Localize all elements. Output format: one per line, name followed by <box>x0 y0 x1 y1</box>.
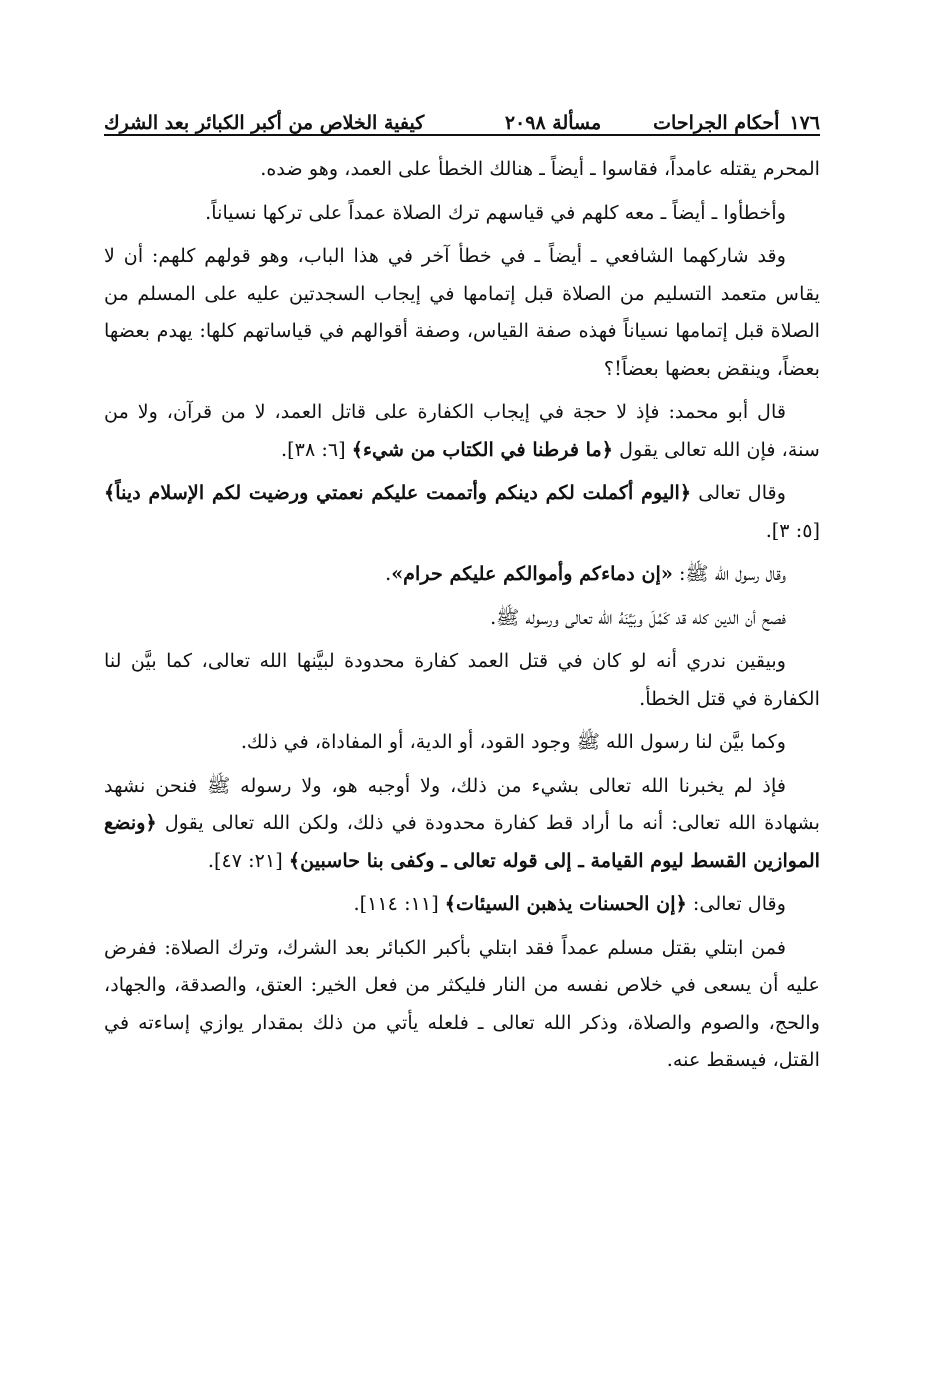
page-number: ١٧٦ <box>789 112 820 134</box>
chapter-title: كيفية الخلاص من أكبر الكبائر بعد الشرك <box>104 112 425 134</box>
paragraph <box>104 194 820 232</box>
paragraph <box>104 474 820 549</box>
text-run: وقال تعالى: <box>686 892 786 915</box>
text-run: [٢١: ٤٧]. <box>207 848 289 872</box>
text-run: . <box>385 562 392 585</box>
text-run: وأخطأوا ـ أيضاً ـ معه كلهم في قياسهم ترك الصلاة عمداً على تركها نسياناً. <box>205 200 786 224</box>
text-run: وقال رسول الله ﷺ: <box>672 562 786 585</box>
paragraph <box>104 555 820 593</box>
quotation: ﴿ما فرطنا في الكتاب من شيء﴾ <box>351 437 614 461</box>
body-text <box>104 150 820 1079</box>
text-run: [٦: ٣٨]. <box>281 437 352 461</box>
text-run: المحرم يقتله عامداً، فقاسوا ـ أيضاً ـ هنالك الخطأ على العمد، وهو ضده. <box>260 157 820 180</box>
paragraph <box>104 885 820 923</box>
paragraph <box>104 393 820 468</box>
paragraph <box>104 929 820 1079</box>
paragraph <box>104 237 820 387</box>
text-run: وبيقين ندري أنه لو كان في قتل العمد كفارة محدودة لبيَّنها الله تعالى، كما بيَّن لنا الكفارة في قتل الخطأ. <box>104 649 820 710</box>
issue-number: مسألة ٢٠٩٨ <box>504 112 602 134</box>
paragraph <box>104 599 820 637</box>
paragraph <box>104 723 820 761</box>
text-run: فمن ابتلي بقتل مسلم عمداً فقد ابتلي بأكبر الكبائر بعد الشرك، وترك الصلاة: ففرض عليه أن يسعى في خلاص نفسه من النار فليكثر من فعل الخير: العتق، والصدقة، والجهاد، والحج، والصوم والصلاة، وذكر الله تعالى ـ فلعله يأتي من ذلك بمقدار يوازي إساءته في القتل، فيسقط عنه. <box>104 935 820 1071</box>
text-run: [١١: ١١٤]. <box>353 892 445 915</box>
book-title: أحكام الجراحات <box>653 112 780 134</box>
text-run: وقد شاركهما الشافعي ـ أيضاً ـ في خطأ آخر في هذا الباب، وهو قولهم كلهم: أن لا يقاس متعمد التسليم من الصلاة قبل إتمامها في إيجاب السجدتين عليه على المسلم من الصلاة قبل إتمامها نسياناً فهذه صفة القياس، وصفة أقوالهم في قياساتهم كلها: يهدم بعضها بعضاً، وينقض بعضها بعضاً!؟ <box>104 244 820 380</box>
paragraph <box>104 642 820 717</box>
quotation: ﴿ونضع الموازين القسط ليوم القيامة ـ إلى قوله تعالى ـ وكفى بنا حاسبين﴾ <box>104 811 820 872</box>
text-run: فصح أن الدين كله قد كَمُلَ وبَيَّنَهُ الله تعالى ورسوله ﷺ. <box>490 605 786 629</box>
quotation: ﴿اليوم أكملت لكم دينكم وأتممت عليكم نعمتي ورضيت لكم الإسلام ديناً﴾ <box>104 481 692 504</box>
text-run: قال أبو محمد: فإذ لا حجة في إيجاب الكفارة على قاتل العمد، لا من قرآن، ولا من سنة، فإن الله تعالى يقول <box>104 400 820 461</box>
text-run: فإذ لم يخبرنا الله تعالى بشيء من ذلك، ولا أوجبه هو، ولا رسوله ﷺ فنحن نشهد بشهادة الله تعالى: أنه ما أراد قط كفارة محدودة في ذلك، ولكن الله تعالى يقول <box>104 773 820 834</box>
book-page <box>104 92 820 1085</box>
text-run: وكما بيَّن لنا رسول الله ﷺ وجود القود، أو الدية، أو المفاداة، في ذلك. <box>240 730 786 753</box>
paragraph <box>104 150 820 188</box>
running-head <box>104 92 820 136</box>
text-run: وقال تعالى <box>691 481 786 504</box>
text-run: [٥: ٣]. <box>765 518 820 542</box>
paragraph <box>104 767 820 880</box>
quotation: ﴿إن الحسنات يذهبن السيئات﴾ <box>444 892 687 915</box>
header-book-info <box>653 112 820 134</box>
quotation: «إن دماءكم وأموالكم عليكم حرام» <box>391 562 673 585</box>
